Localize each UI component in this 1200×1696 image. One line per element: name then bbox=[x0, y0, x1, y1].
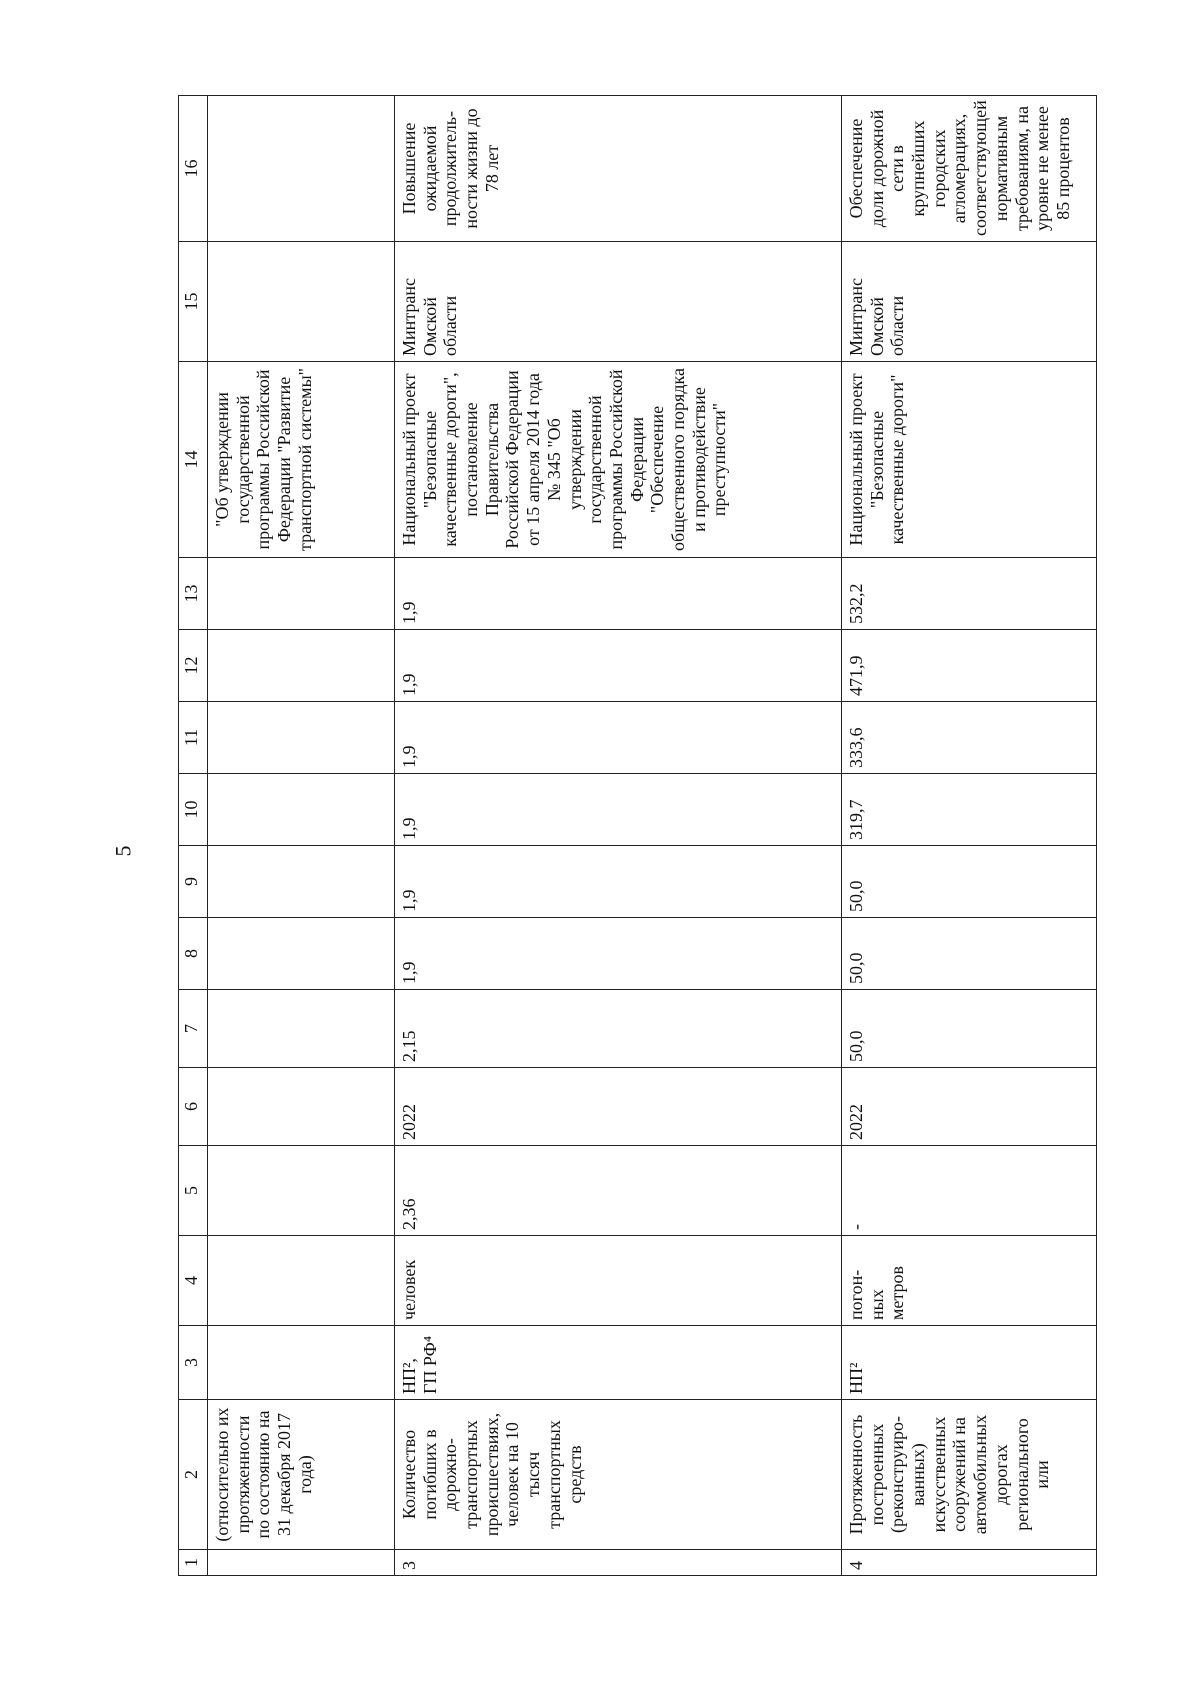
base-year bbox=[208, 1068, 395, 1146]
column-number: 9 bbox=[179, 846, 208, 918]
value-13 bbox=[208, 558, 395, 630]
indicator-name: (относительно их протяженности по состоянию на 31 декабря 2017 года) bbox=[208, 1400, 395, 1550]
row-number: 3 bbox=[395, 1550, 842, 1576]
indicators-table bbox=[178, 95, 1097, 1576]
value-13: 532,2 bbox=[842, 558, 1097, 630]
column-number: 16 bbox=[179, 96, 208, 242]
row-number: 4 bbox=[842, 1550, 1097, 1576]
responsible: Минтранс Омской области bbox=[395, 242, 842, 362]
base-value bbox=[208, 1146, 395, 1236]
value-11: 1,9 bbox=[395, 702, 842, 774]
rotated-table-frame bbox=[178, 96, 1098, 1576]
column-number: 14 bbox=[179, 362, 208, 558]
base-value: - bbox=[842, 1146, 1097, 1236]
responsible: Минтранс Омской области bbox=[842, 242, 1097, 362]
responsible bbox=[208, 242, 395, 362]
value-7 bbox=[208, 990, 395, 1068]
unit: погон-ных метров bbox=[842, 1236, 1097, 1326]
value-10: 319,7 bbox=[842, 774, 1097, 846]
value-10: 1,9 bbox=[395, 774, 842, 846]
base-year: 2022 bbox=[395, 1068, 842, 1146]
column-number: 7 bbox=[179, 990, 208, 1068]
value-10 bbox=[208, 774, 395, 846]
value-8: 50,0 bbox=[842, 918, 1097, 990]
column-number: 5 bbox=[179, 1146, 208, 1236]
value-11: 333,6 bbox=[842, 702, 1097, 774]
base-year: 2022 bbox=[842, 1068, 1097, 1146]
unit: человек bbox=[395, 1236, 842, 1326]
document-reference: Национальный проект "Безопасные качественные дороги" bbox=[842, 362, 1097, 558]
value-12: 1,9 bbox=[395, 630, 842, 702]
value-9 bbox=[208, 846, 395, 918]
value-12 bbox=[208, 630, 395, 702]
value-11 bbox=[208, 702, 395, 774]
goal: Повышение ожидаемой продолжитель-ности жизни до 78 лет bbox=[395, 96, 842, 242]
document-reference: Национальный проект "Безопасные качественные дороги", постановление Правительства Российской Федерации от 15 апреля 2014 года № 345 "Об утверждении государственной программы Российской Федерации "Обеспечение общественного порядка и противодействие преступности" bbox=[395, 362, 842, 558]
value-7: 50,0 bbox=[842, 990, 1097, 1068]
value-12: 471,9 bbox=[842, 630, 1097, 702]
table-row bbox=[842, 96, 1097, 1576]
column-number-row bbox=[179, 96, 208, 1576]
page-number: 5 bbox=[110, 845, 136, 857]
source bbox=[208, 1326, 395, 1400]
row-number bbox=[208, 1550, 395, 1576]
column-number: 15 bbox=[179, 242, 208, 362]
column-number: 6 bbox=[179, 1068, 208, 1146]
indicator-name: Количество погибших в дорожно-транспортных происшествиях, человек на 10 тысяч транспортных средств bbox=[395, 1400, 842, 1550]
column-number: 3 bbox=[179, 1326, 208, 1400]
value-13: 1,9 bbox=[395, 558, 842, 630]
document-reference: "Об утверждении государственной программы Российской Федерации "Развитие транспортной системы" bbox=[208, 362, 395, 558]
table-row bbox=[395, 96, 842, 1576]
column-number: 10 bbox=[179, 774, 208, 846]
indicator-name: Протяженность построенных (реконструиро-ванных) искусственных сооружений на автомобильных дорогах регионального или bbox=[842, 1400, 1097, 1550]
table-row bbox=[208, 96, 395, 1576]
value-9: 1,9 bbox=[395, 846, 842, 918]
goal: Обеспечение доли дорожной сети в крупнейших городских агломерациях, соответствующей нормативным требованиям, на уровне не менее 85 процентов bbox=[842, 96, 1097, 242]
column-number: 8 bbox=[179, 918, 208, 990]
column-number: 2 bbox=[179, 1400, 208, 1550]
goal bbox=[208, 96, 395, 242]
unit bbox=[208, 1236, 395, 1326]
value-9: 50,0 bbox=[842, 846, 1097, 918]
column-number: 4 bbox=[179, 1236, 208, 1326]
value-8: 1,9 bbox=[395, 918, 842, 990]
value-8 bbox=[208, 918, 395, 990]
base-value: 2,36 bbox=[395, 1146, 842, 1236]
value-7: 2,15 bbox=[395, 990, 842, 1068]
column-number: 13 bbox=[179, 558, 208, 630]
source: НП², ГП РФ⁴ bbox=[395, 1326, 842, 1400]
column-number: 11 bbox=[179, 702, 208, 774]
column-number: 1 bbox=[179, 1550, 208, 1576]
source: НП² bbox=[842, 1326, 1097, 1400]
column-number: 12 bbox=[179, 630, 208, 702]
